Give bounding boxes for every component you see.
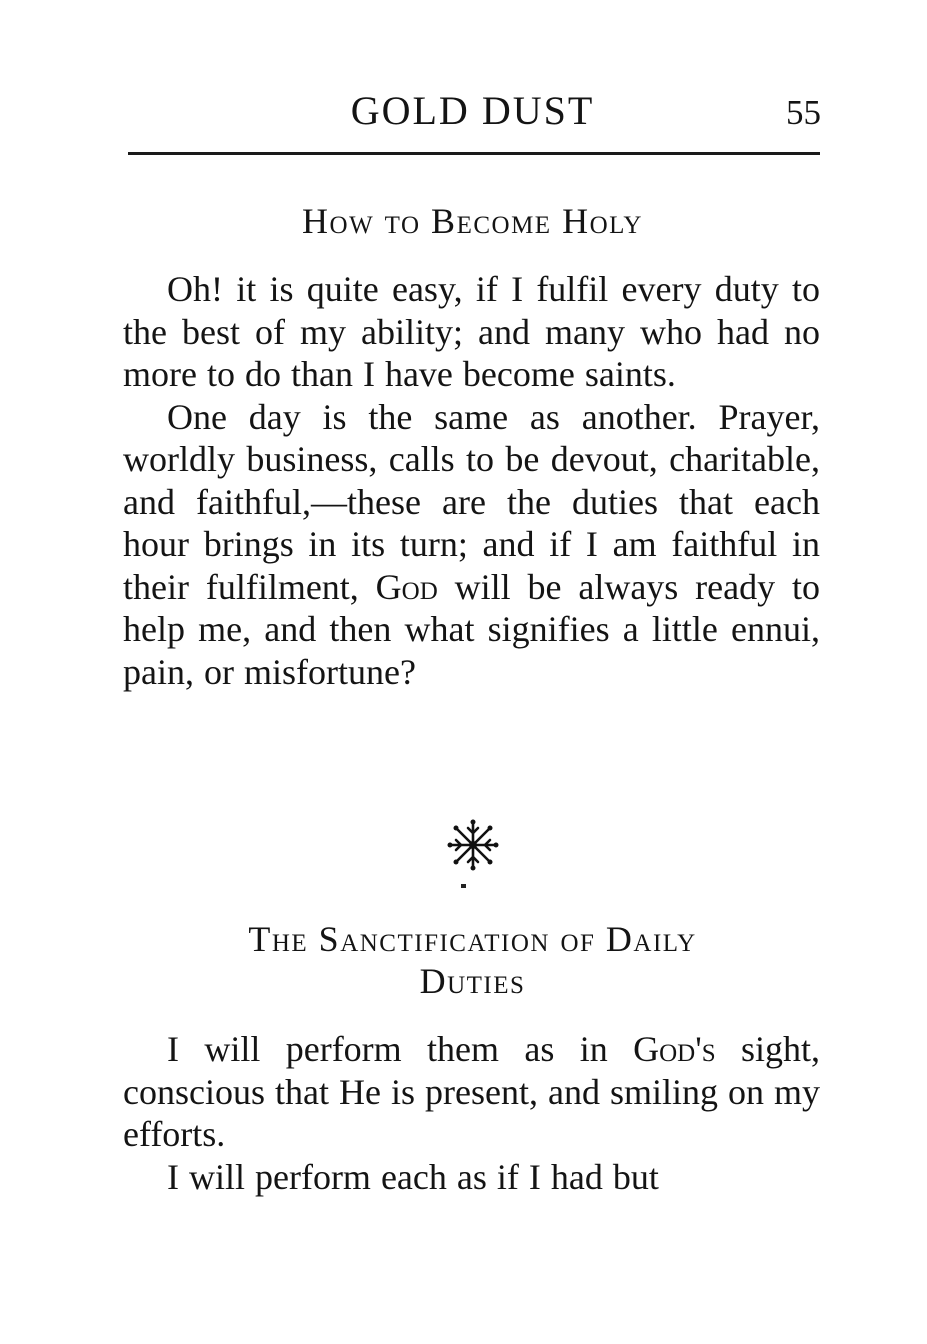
running-head	[120, 86, 825, 136]
section-body-duties	[123, 1028, 820, 1198]
running-title: GOLD DUST	[350, 88, 595, 133]
paragraph	[123, 396, 820, 694]
header-rule	[128, 152, 820, 155]
god-small-caps: God's	[633, 1029, 716, 1069]
section-heading-holy: How to Become Holy	[302, 201, 643, 241]
paragraph-text: One day is the same as another. Prayer, worldly business, calls to be devout, charitable, and faithful,—these are the duties that each hour brings in its turn; and if I am faithful in their fulfilment,	[123, 396, 820, 607]
paragraph: Oh! it is quite easy, if I fulfil every duty to the best of my ability; and many who had no more to do than I have become saints.	[123, 269, 820, 394]
page-number: 55	[786, 93, 821, 132]
section-body-holy	[123, 268, 820, 693]
paragraph-text: sight, conscious that He is present, and smiling on my efforts.	[123, 1029, 820, 1154]
god-small-caps: God	[375, 566, 438, 607]
heading-line: The Sanctification of Daily	[248, 919, 697, 959]
paragraph: I will perform each as if I had but	[167, 1156, 659, 1197]
paragraph-text: will be always ready to help me, and then what signifies a little ennui, pain, or misfortune?	[123, 566, 820, 692]
ornament-dot	[461, 884, 466, 888]
paragraph	[123, 1028, 820, 1156]
section-heading-duties	[120, 918, 825, 1002]
snowflake-ornament-icon	[446, 818, 500, 872]
paragraph-text: I will perform them as in	[167, 1029, 634, 1069]
heading-line: Duties	[419, 961, 526, 1001]
